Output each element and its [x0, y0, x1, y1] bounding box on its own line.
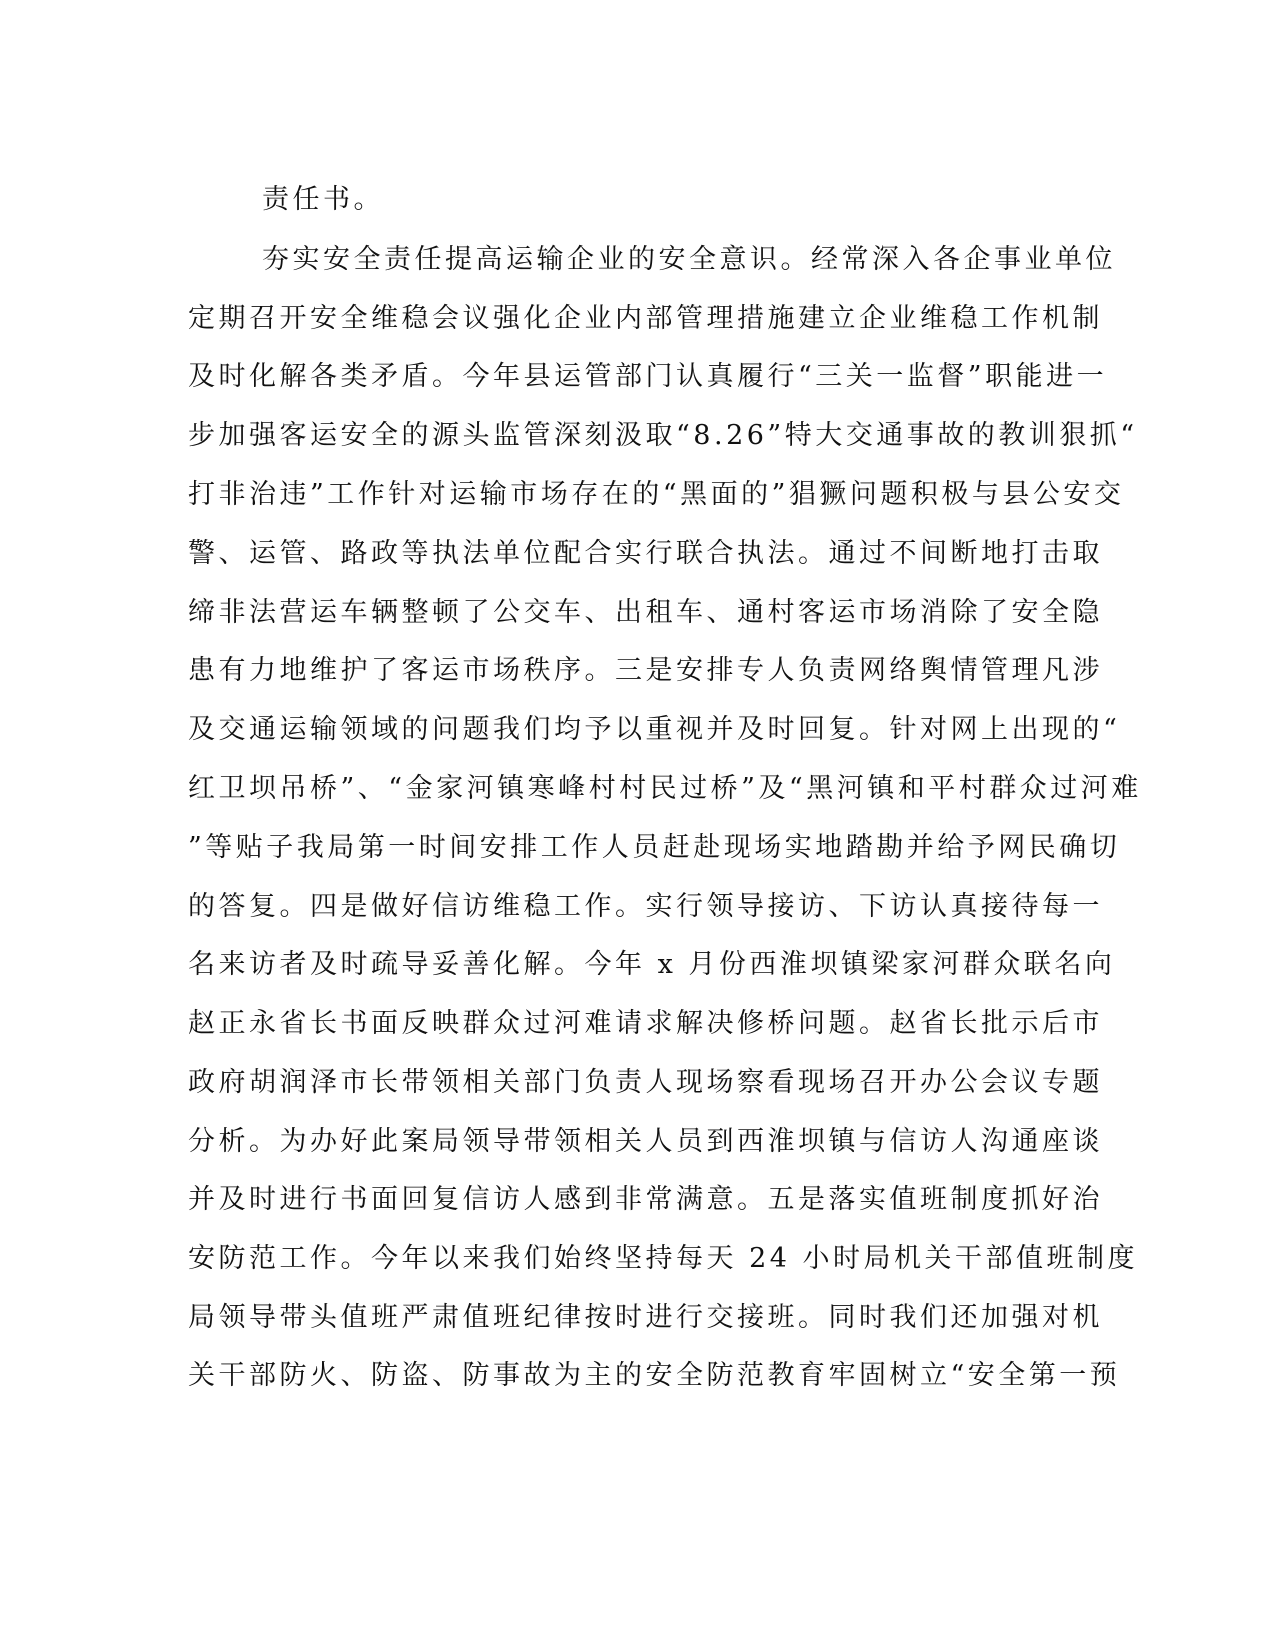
paragraph-first-line: 夯实安全责任提高运输企业的安全意识。经常深入各企事业单位 — [262, 244, 1116, 275]
text-line: 并及时进行书面回复信访人感到非常满意。五是落实值班制度抓好治 — [188, 1184, 1103, 1215]
text-line: 红卫坝吊桥”、“金家河镇寒峰村村民过桥”及“黑河镇和平村群众过河难 — [188, 773, 1142, 804]
text-line: 责任书。 — [262, 184, 384, 215]
text-line: 及时化解各类矛盾。今年县运管部门认真履行“三关一监督”职能进一 — [188, 361, 1108, 392]
text-line: 政府胡润泽市长带领相关部门负责人现场察看现场召开办公会议专题 — [188, 1067, 1103, 1098]
text-line: 关干部防火、防盗、防事故为主的安全防范教育牢固树立“安全第一预 — [188, 1360, 1121, 1391]
text-line: 分析。为办好此案局领导带领相关人员到西淮坝镇与信访人沟通座谈 — [188, 1126, 1103, 1157]
text-line: 缔非法营运车辆整顿了公交车、出租车、通村客运市场消除了安全隐 — [188, 597, 1103, 628]
text-line: 及交通运输领域的问题我们均予以重视并及时回复。针对网上出现的“ — [188, 714, 1121, 745]
text-line: 安防范工作。今年以来我们始终坚持每天 24 小时局机关干部值班制度 — [188, 1243, 1139, 1274]
text-line: 警、运管、路政等执法单位配合实行联合执法。通过不间断地打击取 — [188, 538, 1103, 569]
text-line: 的答复。四是做好信访维稳工作。实行领导接访、下访认真接待每一 — [188, 891, 1103, 922]
text-line: 局领导带头值班严肃值班纪律按时进行交接班。同时我们还加强对机 — [188, 1302, 1103, 1333]
text-line: 患有力地维护了客运市场秩序。三是安排专人负责网络舆情管理凡涉 — [188, 655, 1103, 686]
text-line: 定期召开安全维稳会议强化企业内部管理措施建立企业维稳工作机制 — [188, 303, 1103, 334]
text-line: 名来访者及时疏导妥善化解。今年 x 月份西淮坝镇梁家河群众联名向 — [188, 949, 1116, 980]
text-line: 步加强客运安全的源头监管深刻汲取“8.26”特大交通事故的教训狠抓“ — [188, 420, 1138, 451]
text-line: ”等贴子我局第一时间安排工作人员赶赴现场实地踏勘并给予网民确切 — [188, 832, 1121, 863]
text-line: 打非治违”工作针对运输市场存在的“黑面的”猖獗问题积极与县公安交 — [188, 479, 1125, 510]
text-line: 赵正永省长书面反映群众过河难请求解决修桥问题。赵省长批示后市 — [188, 1008, 1103, 1039]
